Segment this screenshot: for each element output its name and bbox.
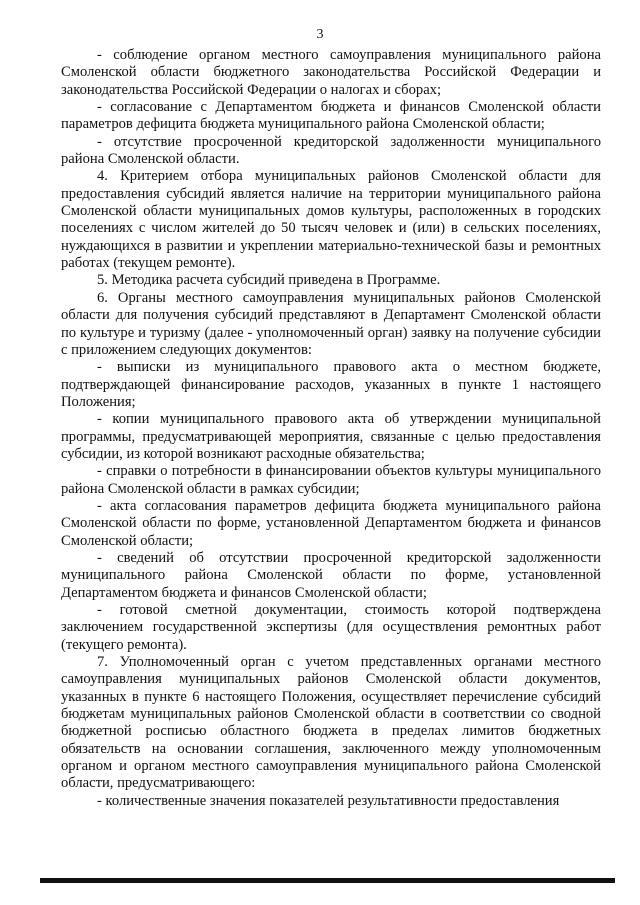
paragraph: - согласование с Департаментом бюджета и финансов Смоленской области параметров дефицита бюджета муниципального района Смоленской области; <box>61 99 601 133</box>
document-body <box>61 47 601 810</box>
paragraph: - справки о потребности в финансировании объектов культуры муниципального района Смоленской области в рамках субсидии; <box>61 463 601 497</box>
paragraph: - акта согласования параметров дефицита бюджета муниципального района Смоленской области по форме, установленной Департаментом бюджета и финансов Смоленской области; <box>61 497 601 549</box>
scan-edge-bar <box>40 878 615 883</box>
paragraph: - выписки из муниципального правового акта о местном бюджете, подтверждающей финансирование расходов, указанных в пункте 1 настоящего Положения; <box>61 359 601 410</box>
paragraph: 6. Органы местного самоуправления муниципальных районов Смоленской области для получения субсидий представляют в Департамент Смоленской области по культуре и туризму (далее - уполномоченный орган) заявку на получение субсидии с приложением следующих документов: <box>61 289 601 358</box>
paragraph: - копии муниципального правового акта об утверждении муниципальной программы, предусматривающей мероприятия, связанные с целью предоставления субсидии, из которой возникают расходные обязательства; <box>61 411 601 462</box>
paragraph: - сведений об отсутствии просроченной кредиторской задолженности муниципального района Смоленской области по форме, установленной Департаментом бюджета и финансов Смоленской области; <box>61 549 601 601</box>
paragraph: - соблюдение органом местного самоуправления муниципального района Смоленской области бюджетного законодательства Российской Федерации и законодательства Российской Федерации о налогах и сборах; <box>61 47 601 98</box>
paragraph: 5. Методика расчета субсидий приведена в Программе. <box>97 272 441 289</box>
paragraph: - отсутствие просроченной кредиторской задолженности муниципального района Смоленской области. <box>61 133 601 168</box>
paragraph: 4. Критерием отбора муниципальных районов Смоленской области для предоставления субсидий является наличие на территории муниципального района Смоленской области муниципальных домов культуры, расположенных в городских поселениях с числом жителей до 50 тысяч человек и (или) в сельских поселениях, нуждающихся в развитии и укреплении материально-технической базы и ремонтных работах (текущем ремонте). <box>61 168 601 272</box>
page-number: 3 <box>316 27 324 42</box>
paragraph: - количественные значения показателей результативности предоставления <box>97 792 560 809</box>
paragraph: 7. Уполномоченный орган с учетом представленных органами местного самоуправления муниципальных районов Смоленской области документов, указанных в пункте 6 настоящего Положения, осуществляет перечисление субсидий бюджетам муниципальных районов Смоленской области в соответствии со сводной бюджетной росписью областного бюджета в пределах лимитов бюджетных обязательств на основании соглашения, заключенного между уполномоченным органом и органом местного самоуправления муниципального района Смоленской области, предусматривающего: <box>61 654 601 792</box>
paragraph: - готовой сметной документации, стоимость которой подтверждена заключением государственной экспертизы (для осуществления ремонтных работ (текущего ремонта). <box>61 602 601 653</box>
